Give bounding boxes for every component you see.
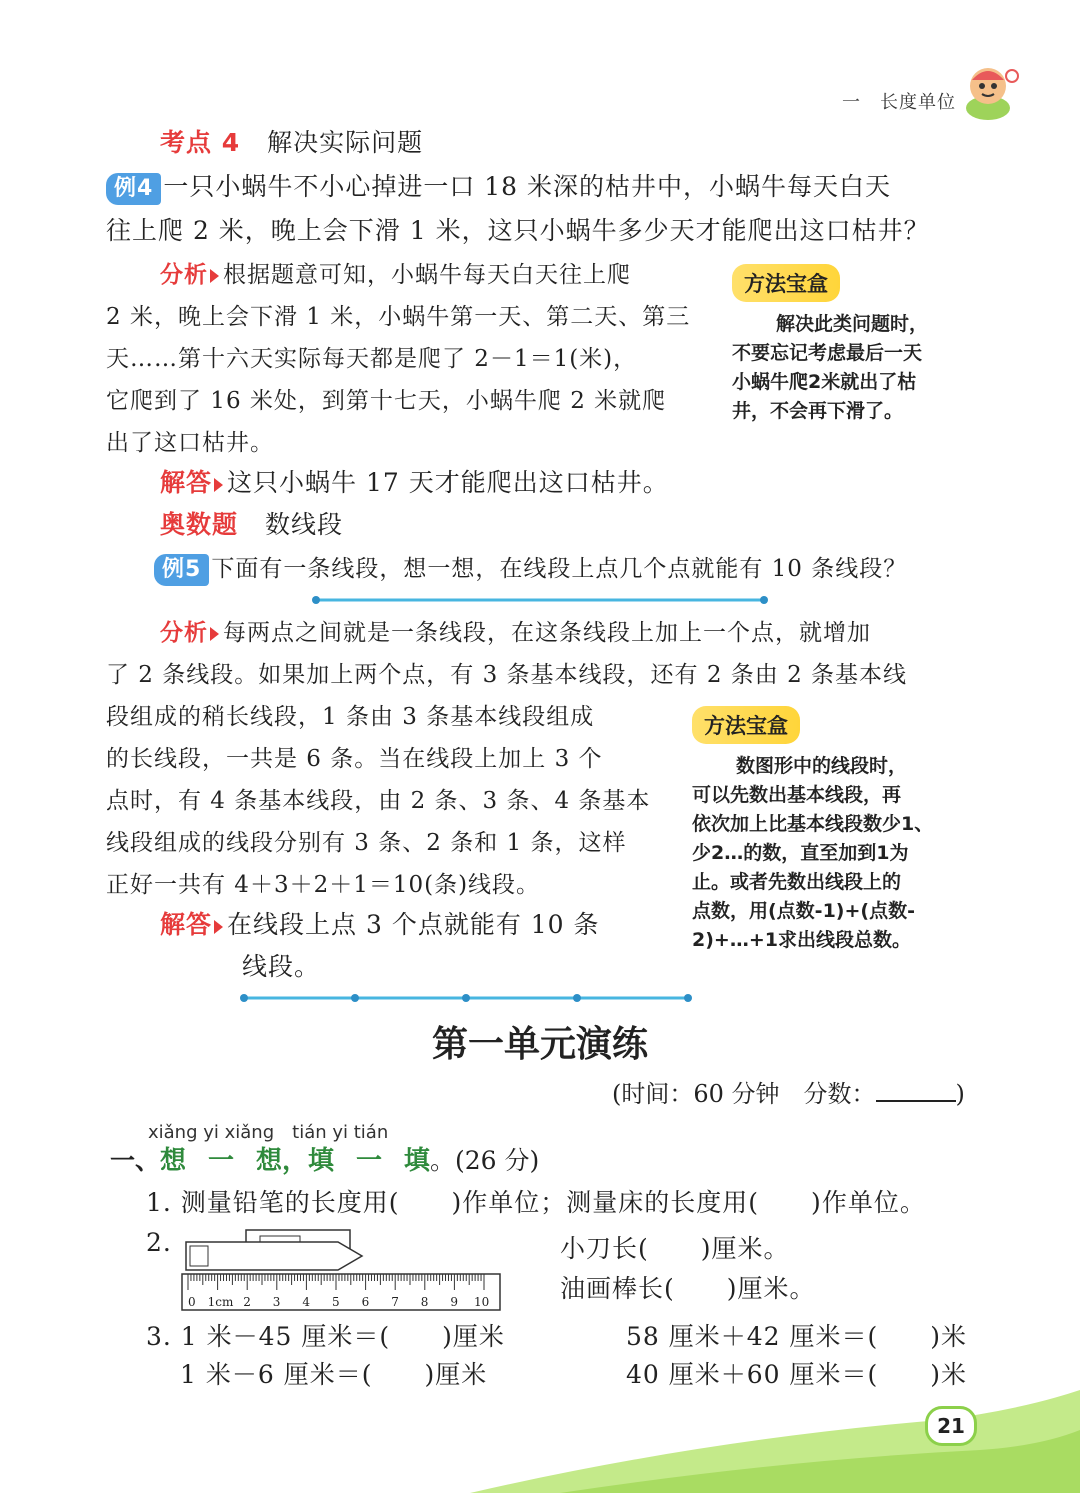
example5-segment bbox=[310, 592, 770, 608]
page-number: 21 bbox=[925, 1406, 977, 1446]
arrow-icon bbox=[210, 627, 219, 641]
example5-analysis-line: 段组成的稍长线段，1 条由 3 条基本线段组成 bbox=[106, 704, 595, 730]
ruler-label: 1cm bbox=[207, 1295, 234, 1309]
question-3a: 3. 1 米－45 厘米＝( )厘米 bbox=[146, 1322, 505, 1351]
example5-answer-line2: 线段。 bbox=[242, 952, 321, 981]
ruler-label: 8 bbox=[420, 1295, 429, 1309]
tip-box-title: 方法宝盒 bbox=[692, 706, 800, 744]
tip-line: 解决此类问题时， bbox=[776, 313, 929, 335]
tip-line: 可以先数出基本线段，再 bbox=[692, 784, 902, 806]
tip-line: 小蜗牛爬2米就出了枯 bbox=[732, 371, 917, 393]
ruler-label: 10 bbox=[474, 1295, 490, 1309]
header-unit-label: 一 长度单位 bbox=[842, 92, 956, 113]
question-3b: 1 米－6 厘米＝( )厘米 bbox=[180, 1360, 488, 1389]
section4-prefix: 考点 4 bbox=[160, 128, 241, 157]
example5-answer: 解答 在线段上点 3 个点就能有 10 条 bbox=[160, 910, 600, 939]
example5-analysis-line: 了 2 条线段。如果加上两个点，有 3 条基本线段，还有 2 条由 2 条基本线 bbox=[106, 662, 908, 688]
question-1: 1. 测量铅笔的长度用( )作单位；测量床的长度用( )作单位。 bbox=[146, 1188, 926, 1217]
score-blank[interactable] bbox=[876, 1078, 956, 1102]
ruler-label: 5 bbox=[332, 1295, 340, 1309]
ruler-label: 6 bbox=[361, 1295, 370, 1309]
example5-analysis-line: 的长线段，一共是 6 条。当在线段上加上 3 个 bbox=[106, 746, 603, 772]
example4-analysis-line: 它爬到了 16 米处，到第十七天，小蜗牛爬 2 米就爬 bbox=[106, 388, 667, 414]
example5-analysis-line: 分析 每两点之间就是一条线段，在这条线段上加上一个点，就增加 bbox=[160, 620, 871, 646]
example5-tag: 例5 bbox=[154, 554, 209, 586]
example4-analysis-line: 2 米，晚上会下滑 1 米，小蜗牛第一天、第二天、第三 bbox=[106, 304, 691, 330]
example4-answer: 解答 这只小蜗牛 17 天才能爬出这口枯井。 bbox=[160, 468, 669, 497]
ruler-label: 2 bbox=[243, 1295, 251, 1309]
tip-line: 数图形中的线段时， bbox=[736, 755, 908, 777]
footer-wave bbox=[0, 1380, 1080, 1493]
example4-analysis-line: 分析 根据题意可知，小蜗牛每天白天往上爬 bbox=[160, 262, 631, 288]
tip-line: 点数，用(点数-1)+(点数- bbox=[692, 900, 915, 922]
tip-line: 不要忘记考虑最后一天 bbox=[732, 342, 923, 364]
answer-label: 解答 bbox=[160, 468, 213, 497]
example5-analysis-line: 点时，有 4 条基本线段，由 2 条、3 条、4 条基本 bbox=[106, 788, 651, 814]
tip-box-1 bbox=[732, 264, 982, 426]
ruler-illustration bbox=[180, 1228, 504, 1312]
tip-box-title: 方法宝盒 bbox=[732, 264, 840, 302]
practice-title: 第一单元演练 bbox=[431, 1024, 648, 1065]
tip-line: 止。或者先数出线段上的 bbox=[692, 871, 902, 893]
tip-line: 2)+…+1求出线段总数。 bbox=[692, 929, 911, 951]
time-score-line: (时间：60 分钟 分数： ) bbox=[612, 1080, 965, 1108]
question-3c: 58 厘米＋42 厘米＝( )米 bbox=[626, 1322, 968, 1351]
answer-label: 解答 bbox=[160, 910, 213, 939]
example4-question-line2: 往上爬 2 米，晚上会下滑 1 米，这只小蜗牛多少天才能爬出这口枯井？ bbox=[106, 216, 930, 245]
example4-question-line1: 例4 一只小蜗牛不小心掉进一口 18 米深的枯井中，小蜗牛每天白天 bbox=[106, 166, 891, 208]
olympiad-title: 数线段 bbox=[264, 510, 343, 539]
mascot-icon bbox=[958, 58, 1022, 124]
section4-title: 解决实际问题 bbox=[267, 128, 424, 157]
tip-line: 少2…的数，直至加到1为 bbox=[692, 842, 909, 864]
answer-segment bbox=[238, 990, 694, 1006]
section4-heading bbox=[160, 122, 423, 164]
olympiad-heading bbox=[160, 504, 343, 546]
arrow-icon bbox=[214, 920, 223, 934]
arrow-icon bbox=[214, 478, 223, 492]
example4-tag: 例4 bbox=[106, 173, 161, 205]
crayon-icon bbox=[186, 1242, 362, 1270]
ruler-label: 3 bbox=[272, 1295, 281, 1309]
tip-line: 井，不会再下滑了。 bbox=[732, 400, 904, 422]
question-3d: 40 厘米＋60 厘米＝( )米 bbox=[626, 1360, 968, 1389]
ruler-label: 9 bbox=[450, 1295, 459, 1309]
example5-analysis-line: 正好一共有 4＋3＋2＋1＝10(条)线段。 bbox=[106, 872, 541, 898]
olympiad-prefix: 奥数题 bbox=[160, 510, 239, 539]
analysis-label: 分析 bbox=[160, 262, 208, 288]
ruler-label: 7 bbox=[391, 1295, 399, 1309]
tip-box-2 bbox=[692, 706, 982, 955]
example5-question: 例5 下面有一条线段，想一想，在线段上点几个点就能有 10 条线段？ bbox=[154, 548, 907, 590]
example5-analysis-line: 线段组成的线段分别有 3 条、2 条和 1 条，这样 bbox=[106, 830, 627, 856]
analysis-label: 分析 bbox=[160, 620, 208, 646]
question-2-crayon: 油画棒长( )厘米。 bbox=[560, 1274, 816, 1303]
example4-analysis-line: 出了这口枯井。 bbox=[106, 430, 274, 456]
question-2-number: 2. bbox=[146, 1228, 172, 1257]
section1-pinyin: xiǎng yi xiǎng tián yi tián bbox=[148, 1122, 389, 1143]
question-2-knife: 小刀长( )厘米。 bbox=[560, 1234, 790, 1263]
tip-line: 依次加上比基本线段数少1、 bbox=[692, 813, 934, 835]
ruler-label: 4 bbox=[302, 1295, 311, 1309]
ruler-label: 0 bbox=[188, 1295, 196, 1309]
section1-heading: 一、想 一 想，填 一 填。(26 分) bbox=[110, 1146, 540, 1176]
example4-analysis-line: 天……第十六天实际每天都是爬了 2－1＝1(米)， bbox=[106, 346, 638, 372]
arrow-icon bbox=[210, 269, 219, 283]
